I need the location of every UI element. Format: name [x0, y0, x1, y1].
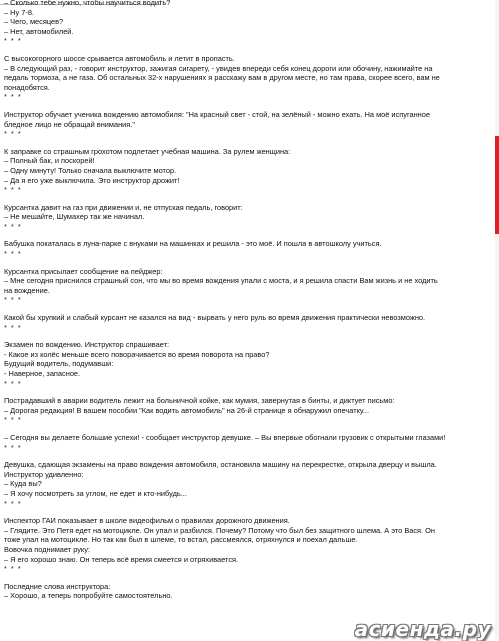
joke-line: Пострадавший в аварии водитель лежит на больничной койке, как мумия, завернутая в бинты, и диктует письмо: [4, 396, 395, 406]
joke-line: Девушка, сдающая экзамены на право вождения автомобиля, остановила машину на перекрестке, открыла дверцу и вышла. [4, 460, 437, 470]
separator: * * * [4, 564, 22, 574]
separator: * * * [4, 249, 22, 259]
joke-line: – Мне сегодня приснился страшный сон, что мы во время вождения упали с моста, и я решила спасти Вам жизнь и не ходить [4, 276, 438, 286]
joke-line: Курсантка давит на газ при движении и, не отпуская педаль, говорит: [4, 202, 243, 212]
joke-line: – В следующий раз, - говорит инструктор, зажигая сигарету, - увидев впереди себя конец дороги или обочину, нажимайте на [4, 63, 433, 73]
joke-block [4, 147, 494, 203]
separator: * * * [4, 129, 22, 139]
joke-line: – Полный бак, и поскорей! [4, 156, 95, 166]
joke-line: тоже упал на мотоцикле. Но так как был в шлеме, то встал, рассмеялся, отряхнулся и поехал дальше. [4, 535, 358, 545]
joke-line: – Нет, автомобилей. [4, 26, 74, 36]
spacer [4, 332, 494, 340]
separator: * * * [4, 185, 22, 195]
joke-block [4, 396, 494, 433]
separator: * * * [4, 322, 22, 332]
joke-line: - Какое из колёс меньше всего поворачивается во время поворота на право? [4, 349, 270, 359]
joke-block [4, 239, 494, 266]
spacer [4, 231, 494, 239]
joke-line: Экзамен по вождению. Инструктор спрашивает: [4, 340, 170, 350]
joke-line: – Да я его уже выключила. Это инструктор дрожит! [4, 175, 180, 185]
spacer [4, 425, 494, 433]
scrollbar-track[interactable] [495, 0, 499, 639]
joke-block [4, 460, 494, 516]
spacer [4, 102, 494, 110]
separator: * * * [4, 378, 22, 388]
joke-block [4, 267, 494, 313]
joke-line: Инструктор удивленно: [4, 469, 84, 479]
joke-line: на вождение. [4, 285, 50, 295]
joke-line: – Глядите. Это Петя едет на мотоцикле. Он упал и разбился. Почему? Потому что был без защитного шлема. А это Вася. Он [4, 525, 435, 535]
joke-line: Бабушка покаталась в луна-парке с внуками на машинках и решила - это моё. И пошла в автошколу учиться. [4, 239, 382, 249]
separator: * * * [4, 92, 22, 102]
joke-block [4, 313, 494, 340]
joke-line: – Одну минуту! Только сначала выключите мотор. [4, 165, 177, 175]
joke-block [4, 582, 494, 601]
separator: * * * [4, 36, 22, 46]
joke-line: бледное лицо не обращай внимания." [4, 119, 135, 129]
spacer [4, 139, 494, 147]
joke-line: Курсантка присылает сообщение на пейджер: [4, 266, 163, 276]
joke-line: Инструктор обучает ученика вождению автомобиля: "На красный свет - стой, на зелёный - можно ехать. На моё испуганное [4, 109, 430, 119]
joke-line: – Я его хорошо знаю. Он теперь всё время смеется и отряхивается. [4, 554, 239, 564]
joke-line: педаль тормоза, а не газа. Об остальных 32-х нарушениях я расскажу вам в другом месте, но там права, скорее всего, вам не [4, 73, 440, 83]
joke-block [4, 433, 494, 460]
joke-line: – Ну 7-8. [4, 7, 34, 17]
joke-line: Последние слова инструктора: [4, 581, 111, 591]
joke-line: Будущий водитель, подумавши: [4, 359, 114, 369]
joke-line: С высокогорного шоссе срывается автомобиль и летит в пропасть. [4, 53, 235, 63]
spacer [4, 46, 494, 54]
joke-line: – Дорогая редакция! В вашем пособии "Как водить автомобиль" на 26-й странице я обнаружил опечатку... [4, 405, 370, 415]
spacer [4, 574, 494, 582]
separator: * * * [4, 498, 22, 508]
joke-block [4, 110, 494, 147]
joke-block [4, 54, 494, 110]
joke-line: - Наверное, запасное. [4, 369, 81, 378]
separator: * * * [4, 442, 22, 452]
joke-block [4, 203, 494, 240]
spacer [4, 508, 494, 516]
joke-line: Какой бы хрупкий и слабый курсант не казался на вид - вырвать у него руль во время движения практически невозможно. [4, 313, 426, 323]
joke-line: К заправке со страшным грохотом подлетает учебная машина. За рулем женщина: [4, 146, 291, 156]
side-widget-tab[interactable] [495, 136, 499, 234]
joke-block [4, 340, 494, 396]
joke-line: – Чего, месяцев? [4, 17, 64, 27]
spacer [4, 388, 494, 396]
joke-line: – Хорошо, а теперь попробуйте самостоятельно. [4, 591, 173, 601]
separator: * * * [4, 295, 22, 305]
joke-line: – Сегодня вы делаете большие успехи! - сообщает инструктор девушке. – Вы впервые обогнали грузовик с открытыми глазами! [4, 432, 446, 442]
spacer [4, 452, 494, 460]
article-body [4, 0, 494, 601]
spacer [4, 259, 494, 267]
joke-line: Вовочка поднимает руку: [4, 544, 90, 554]
joke-line: – Не мешайте, Шумахер так же начинал. [4, 212, 145, 222]
spacer [4, 305, 494, 313]
joke-line: – Я хочу посмотреть за углом, не едет и кто-нибудь... [4, 488, 187, 498]
joke-block [4, 0, 494, 54]
joke-line: Инспектор ГАИ показывает в школе видеофильм о правилах дорожного движения. [4, 516, 290, 526]
joke-line: понадобятся. [4, 82, 50, 92]
joke-line: – Куда вы? [4, 479, 42, 489]
separator: * * * [4, 415, 22, 425]
separator: * * * [4, 221, 22, 231]
spacer [4, 195, 494, 203]
site-watermark: асиенда.ру [354, 617, 491, 641]
joke-block [4, 516, 494, 582]
joke-line: – Сколько тебе нужно, чтобы научиться водить? [4, 0, 171, 7]
